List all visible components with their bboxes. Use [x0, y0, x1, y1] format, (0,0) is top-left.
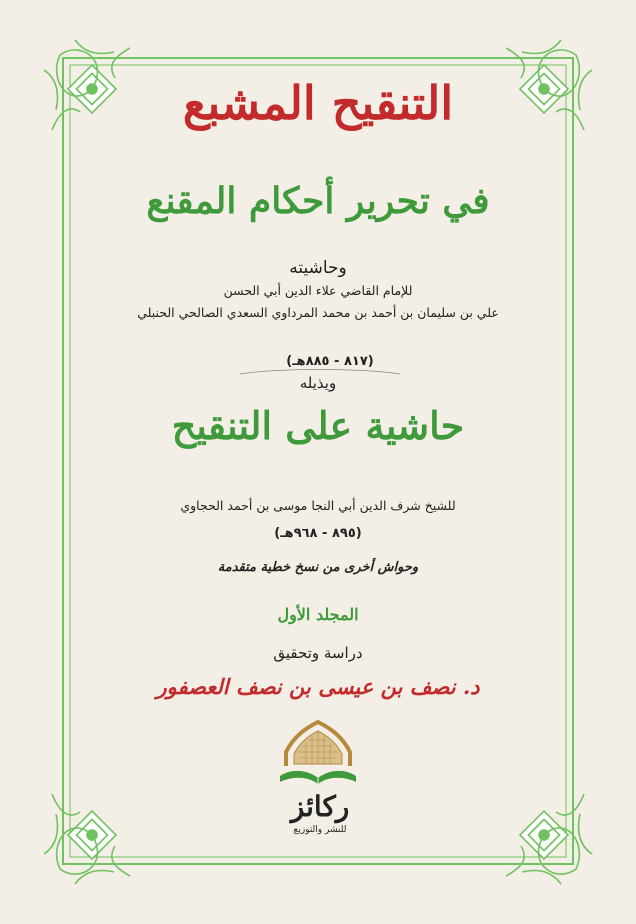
- hashiyah-label: وحاشيته: [289, 258, 347, 278]
- author-line: للإمام القاضي علاء الدين أبي الحسن: [223, 283, 413, 298]
- publisher-name: ركائز: [290, 790, 350, 823]
- second-author: للشيخ شرف الدين أبي النجا موسى بن أحمد الحجاوي: [180, 498, 456, 513]
- appended-label: ويذيله: [299, 374, 337, 392]
- second-author-dates: (٨٩٥ - ٩٦٨هـ): [274, 526, 362, 541]
- publisher-logo: [276, 718, 360, 792]
- publisher-tagline: للنشر والتوزيع: [293, 825, 347, 835]
- book-subtitle: في تحرير أحكام المقنع: [146, 180, 490, 222]
- author-dates: (٨١٧ - ٨٨٥هـ): [286, 354, 374, 369]
- other-annotations: وحواش أخرى من نسخ خطية متقدمة: [217, 560, 419, 575]
- editor-name: د. نصف بن عيسى بن نصف العصفور: [156, 674, 480, 699]
- study-label: دراسة وتحقيق: [273, 644, 363, 662]
- author-full-name: علي بن سليمان بن أحمد بن محمد المرداوي السعدي الصالحي الحنبلي: [137, 305, 499, 320]
- corner-ornament-bottom-right: [506, 794, 592, 884]
- second-work-title: حاشية على التنقيح: [171, 403, 465, 448]
- book-title: التنقيح المشبع: [182, 76, 454, 130]
- volume-label: المجلد الأول: [277, 605, 359, 624]
- corner-ornament-bottom-left: [44, 794, 130, 884]
